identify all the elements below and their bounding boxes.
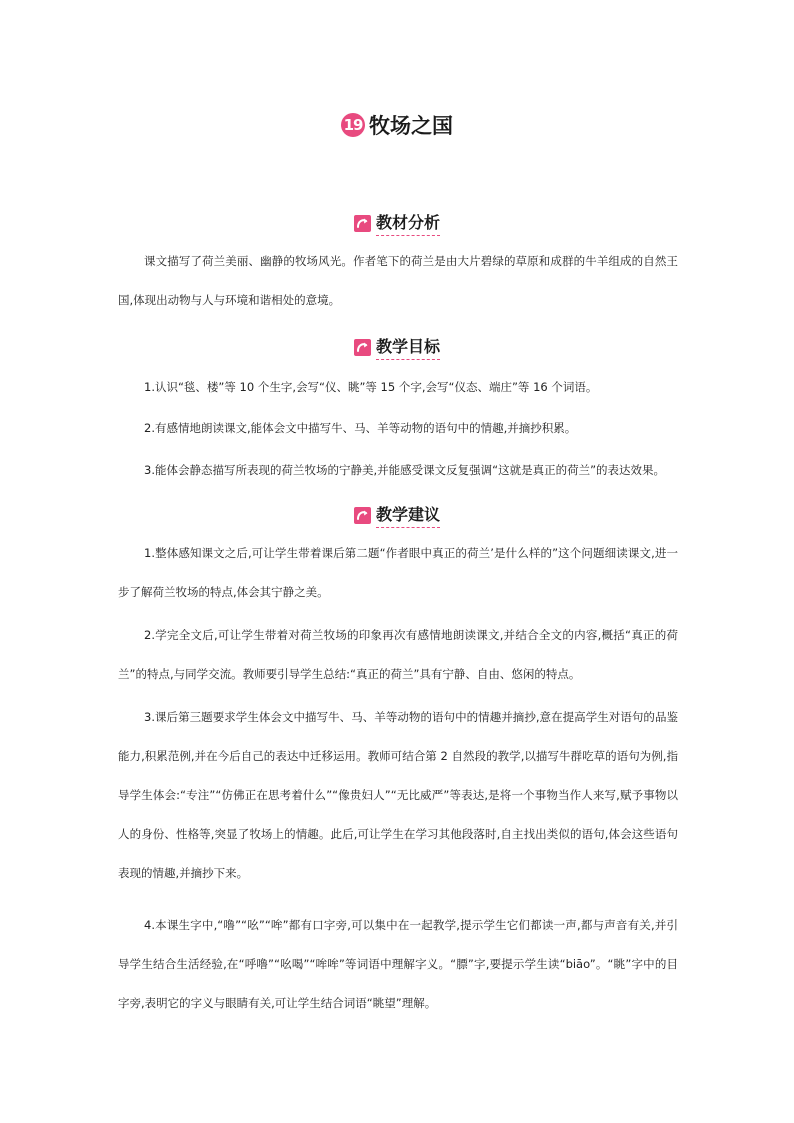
- section-title: 教学建议: [376, 502, 440, 528]
- lesson-number-badge: 19: [341, 113, 365, 137]
- pink-curl-arrow-icon: [354, 507, 371, 524]
- analysis-paragraph: 课文描写了荷兰美丽、幽静的牧场风光。作者笔下的荷兰是由大片碧绿的草原和成群的牛羊组成的自然王国,体现出动物与人与环境和谐相处的意境。: [118, 254, 678, 307]
- suggestion-item-3: 3.课后第三题要求学生体会文中描写牛、马、羊等动物的语句中的情趣并摘抄,意在提高学生对语句的品鉴能力,积累范例,并在今后自己的表达中迁移运用。教师可结合第 2 自然段的教学,以描写牛群吃草的语句为例,指导学生体会:“专注”“仿佛正在思考着什么”“像贵妇人”“无比威严”等表达,是将一个事物当作人来写,赋予事物以人的身份、性格等,突显了牧场上的情趣。此后,可让学生在学习其他段落时,自主找出类似的语句,体会这些语句表现的情趣,并摘抄下来。: [118, 710, 678, 880]
- section-analysis-header: [0, 210, 794, 236]
- pink-curl-arrow-icon: [354, 339, 371, 356]
- section-title: 教学目标: [376, 334, 440, 360]
- lesson-header: [0, 110, 794, 140]
- section-title: 教材分析: [376, 210, 440, 236]
- section-goals-header: [0, 334, 794, 360]
- suggestion-item-1: 1.整体感知课文之后,可让学生带着课后第二题“作者眼中真正的荷兰’是什么样的”这个问题细读课文,进一步了解荷兰牧场的特点,体会其宁静之美。: [118, 546, 678, 599]
- goal-item-2: 2.有感情地朗读课文,能体会文中描写牛、马、羊等动物的语句中的情趣,并摘抄积累。: [144, 421, 577, 435]
- lesson-title: 牧场之国: [369, 114, 453, 138]
- goal-item-3: 3.能体会静态描写所表现的荷兰牧场的宁静美,并能感受课文反复强调“这就是真正的荷兰”的表达效果。: [144, 463, 666, 477]
- goal-item-1: 1.认识“毯、楼”等 10 个生字,会写“仪、眺”等 15 个字,会写“仪态、端庄”等 16 个词语。: [144, 380, 598, 394]
- suggestion-item-2: 2.学完全文后,可让学生带着对荷兰牧场的印象再次有感情地朗读课文,并结合全文的内容,概括“真正的荷兰”的特点,与同学交流。教师要引导学生总结:“真正的荷兰”具有宁静、自由、悠闲的特点。: [118, 628, 678, 681]
- section-suggestions-header: [0, 502, 794, 528]
- pink-curl-arrow-icon: [354, 215, 371, 232]
- suggestion-item-4: 4.本课生字中,“噜”“吆”“哞”都有口字旁,可以集中在一起教学,提示学生它们都读一声,都与声音有关,并引导学生结合生活经验,在“呼噜”“吆喝”“哞哞”等词语中理解字义。“膘”字,要提示学生读“biāo”。“眺”字中的目字旁,表明它的字义与眼睛有关,可让学生结合词语“眺望”理解。: [118, 918, 678, 1010]
